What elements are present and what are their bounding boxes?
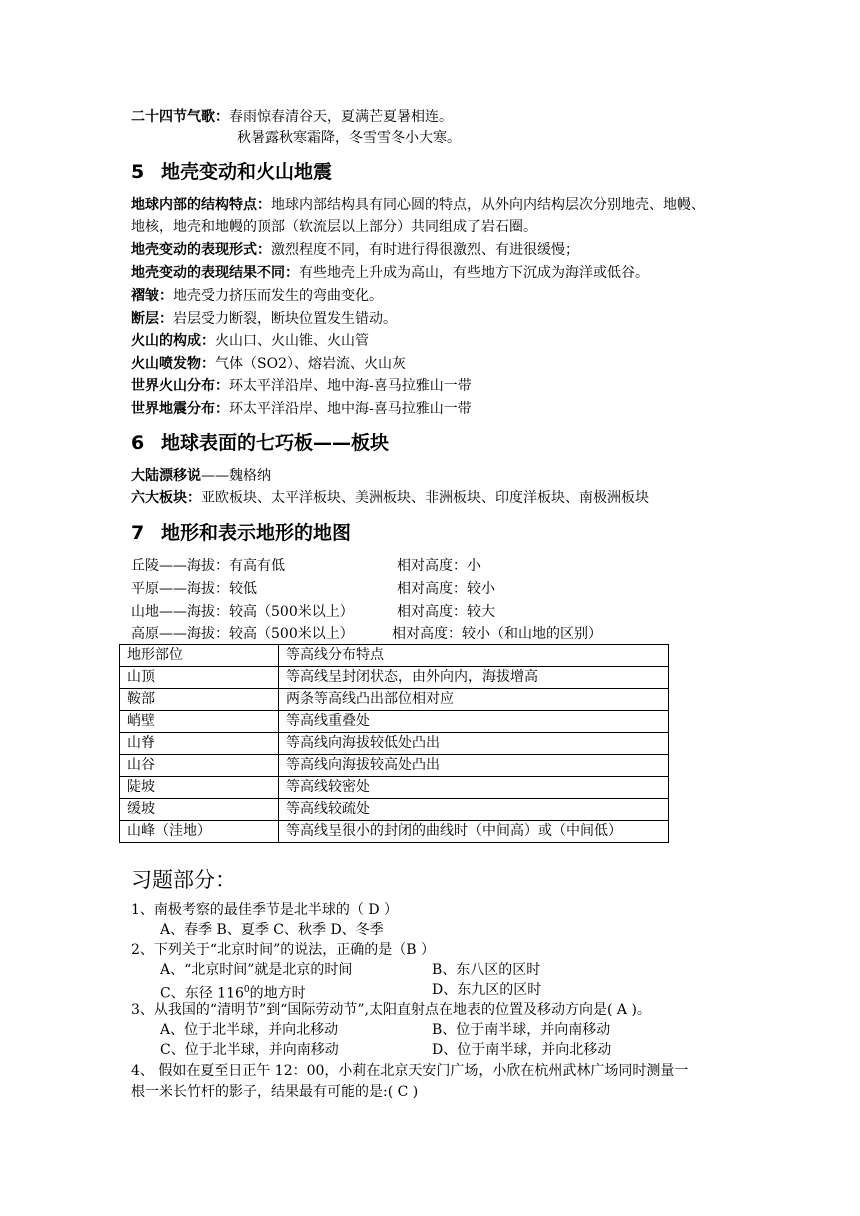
table-header-cell: 等高线分布特点 (279, 645, 669, 667)
item-label: 大陆漂移说 (131, 468, 201, 484)
table-cell: 两条等高线凸出部位相对应 (279, 689, 669, 711)
item-label: 地壳变动的表现结果不同： (131, 265, 299, 281)
section-5-item (131, 217, 537, 237)
landform-row-right: 相对高度：较小（和山地的区别） (392, 626, 602, 642)
section-6-item (131, 466, 271, 486)
section-5-item (131, 240, 579, 260)
landform-row-left: 平原——海拔：较低 (131, 581, 257, 597)
table-cell: 等高线呈很小的封闭的曲线时（中间高）或（中间低） (279, 821, 669, 843)
item-text: 气体（SO2）、熔岩流、火山灰 (215, 356, 406, 372)
item-label: 褶皱： (131, 288, 173, 304)
item-text: 岩层受力断裂，断块位置发生错动。 (173, 311, 397, 327)
question-2: 2、下列关于“北京时间”的说法，正确的是（B ） (131, 942, 435, 958)
option-text: 的地方时 (249, 985, 306, 1002)
table-cell: 山脊 (120, 733, 279, 755)
landform-row-right: 相对高度：较大 (397, 604, 495, 620)
item-label: 六大板块： (131, 490, 201, 506)
table-cell: 山谷 (120, 755, 279, 777)
item-label: 断层： (131, 311, 173, 327)
item-text: 地壳受力挤压而发生的弯曲变化。 (173, 288, 383, 304)
item-text: 环太平洋沿岸、地中海-喜马拉雅山一带 (229, 401, 472, 417)
table-header-row (120, 645, 669, 667)
table-row (120, 689, 669, 711)
solar-terms-text-1: 春雨惊春清谷天，夏满芒夏暑相连。 (229, 109, 453, 125)
solar-terms-text-2: 秋暑露秋寒霜降，冬雪雪冬小大寒。 (237, 130, 461, 146)
table-row (120, 733, 669, 755)
question-4-line-1: 4、 假如在夏至日正午 12：00，小莉在北京天安门广场，小欣在杭州武林广场同时测量一 (131, 1063, 689, 1079)
section-6-item (131, 488, 649, 508)
section-5-item (131, 195, 705, 215)
landform-row-left: 山地——海拔：较高（500米以上） (131, 604, 354, 620)
table-cell: 峭壁 (120, 711, 279, 733)
item-label: 火山的构成： (131, 333, 215, 349)
question-4-line-2: 根一米长竹杆的影子，结果最有可能的是:( C ) (131, 1084, 419, 1100)
question-3-option-c: C、位于北半球，并向南移动 (160, 1042, 339, 1058)
exercises-title: 习题部分： (131, 868, 236, 892)
item-text: 有些地壳上升成为高山，有些地方下沉成为海洋或低谷。 (299, 265, 649, 281)
table-cell: 等高线向海拔较高处凸出 (279, 755, 669, 777)
item-text: 火山口、火山锥、火山管 (215, 333, 369, 349)
table-cell: 鞍部 (120, 689, 279, 711)
question-3: 3、从我国的“清明节”到“国际劳动节”,太阳直射点在地表的位置及移动方向是( A )。 (131, 1002, 651, 1018)
table-cell: 山顶 (120, 667, 279, 689)
item-text: ——魏格纳 (201, 468, 271, 484)
section-5-heading (131, 159, 332, 185)
item-text: 环太平洋沿岸、地中海-喜马拉雅山一带 (229, 378, 472, 394)
table-cell: 陡坡 (120, 777, 279, 799)
landform-row-left: 高原——海拔：较高（500米以上） (131, 626, 354, 642)
question-2-option-a: A、“北京时间”就是北京的时间 (160, 962, 353, 978)
section-5-item (131, 354, 406, 374)
section-5-item (131, 309, 397, 329)
table-cell: 等高线重叠处 (279, 711, 669, 733)
section-title: 地形和表示地形的地图 (161, 522, 352, 544)
item-label: 世界地震分布： (131, 401, 229, 417)
table-row (120, 711, 669, 733)
item-label: 火山喷发物： (131, 356, 215, 372)
section-6-heading (131, 430, 389, 456)
contour-table (119, 644, 669, 843)
item-text: 亚欧板块、太平洋板块、美洲板块、非洲板块、印度洋板块、南极洲板块 (201, 490, 649, 506)
landform-row-right: 相对高度：小 (397, 558, 481, 574)
landform-row-left: 丘陵——海拔：有高有低 (131, 558, 285, 574)
section-5-item (131, 399, 472, 419)
table-row (120, 777, 669, 799)
degree-superscript: 0 (243, 985, 250, 995)
section-5-item (131, 263, 649, 283)
section-number: 5 (131, 161, 145, 183)
solar-terms-label: 二十四节气歌： (131, 109, 229, 125)
table-row (120, 821, 669, 843)
section-number: 6 (131, 432, 145, 454)
item-label: 世界火山分布： (131, 378, 229, 394)
question-3-option-d: D、位于南半球，并向北移动 (432, 1042, 612, 1058)
landform-row-right: 相对高度：较小 (397, 581, 495, 597)
section-5-item (131, 286, 383, 306)
table-header-cell: 地形部位 (120, 645, 279, 667)
table-cell: 等高线较疏处 (279, 799, 669, 821)
item-label: 地壳变动的表现形式： (131, 242, 271, 258)
solar-terms-line-1 (131, 107, 453, 127)
item-text: 地球内部结构具有同心圆的特点，从外向内结构层次分别地壳、地幔、 (271, 197, 705, 213)
item-label: 地球内部的结构特点： (131, 197, 271, 213)
section-title: 地球表面的七巧板——板块 (161, 432, 390, 454)
section-title: 地壳变动和火山地震 (161, 161, 333, 183)
item-text: 激烈程度不同，有时进行得很激烈、有进很缓慢； (271, 242, 579, 258)
question-1-options: A、春季 B、夏季 C、秋季 D、冬季 (160, 922, 384, 938)
table-cell: 山峰（洼地） (120, 821, 279, 843)
table-row (120, 755, 669, 777)
question-1: 1、南极考察的最佳季节是北半球的（ D ） (131, 902, 399, 918)
question-3-option-a: A、位于北半球，并向北移动 (160, 1022, 339, 1038)
question-3-option-b: B、位于南半球，并向南移动 (432, 1022, 611, 1038)
section-5-item (131, 376, 472, 396)
section-5-item (131, 331, 369, 351)
table-row (120, 667, 669, 689)
question-2-option-d: D、东九区的区时 (432, 982, 542, 998)
table-cell: 等高线向海拔较低处凸出 (279, 733, 669, 755)
item-text: 地核，地壳和地幔的顶部（软流层以上部分）共同组成了岩石圈。 (131, 219, 537, 235)
table-cell: 等高线呈封闭状态，由外向内，海拔增高 (279, 667, 669, 689)
section-number: 7 (131, 522, 145, 544)
table-cell: 缓坡 (120, 799, 279, 821)
option-text: C、东径 116 (160, 985, 244, 1002)
table-row (120, 799, 669, 821)
section-7-heading (131, 520, 351, 546)
table-cell: 等高线较密处 (279, 777, 669, 799)
question-2-option-b: B、东八区的区时 (432, 962, 541, 978)
